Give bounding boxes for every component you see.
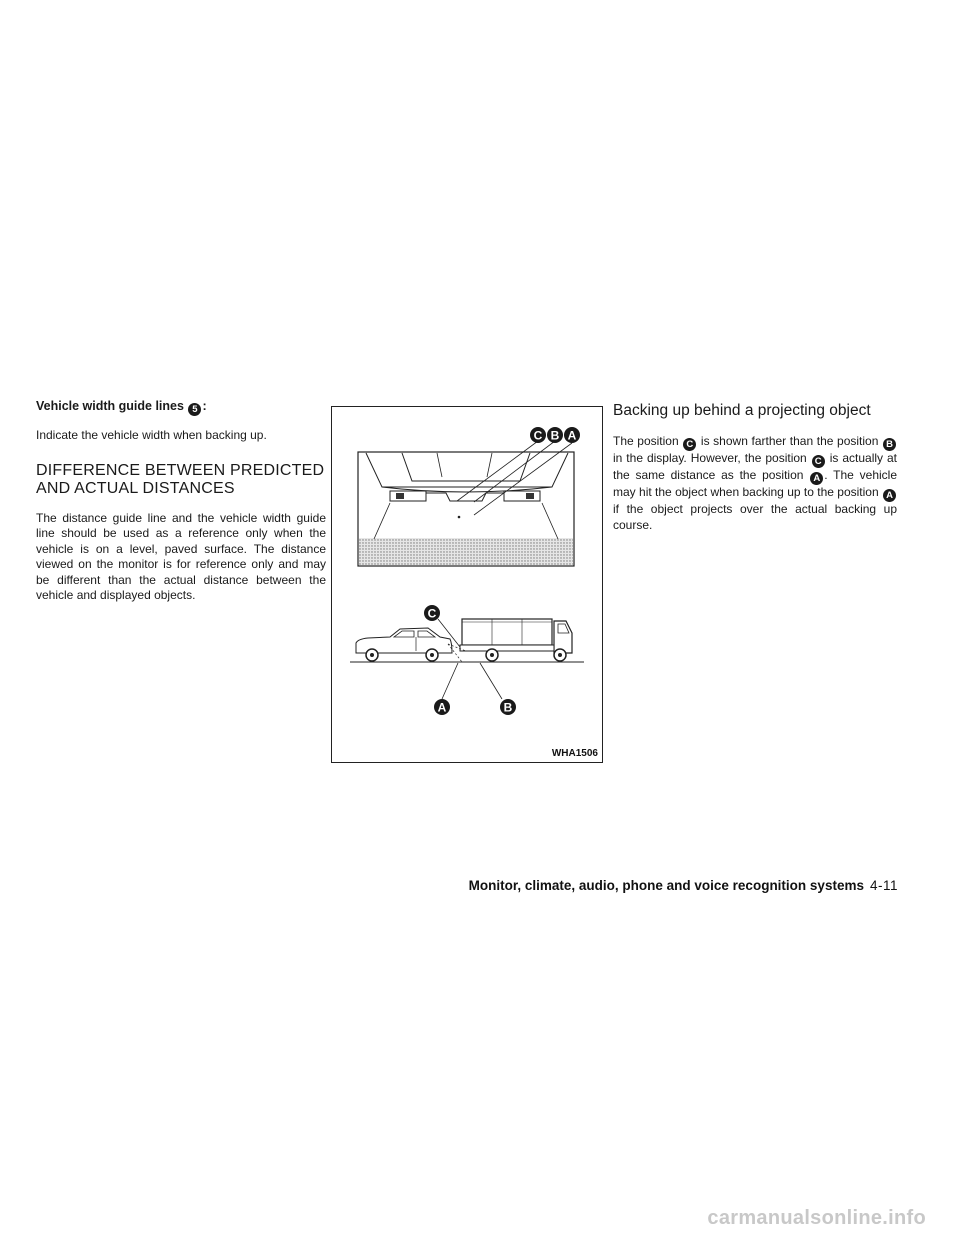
page-number: 4-11 bbox=[869, 878, 898, 893]
ground-texture bbox=[359, 538, 573, 565]
body-text-1: The position bbox=[613, 434, 679, 448]
side-callout-b-label: B bbox=[503, 700, 513, 715]
body-text-4: is actually at the same distance as the position bbox=[613, 451, 898, 482]
body-text-3: in the display. However, the position bbox=[613, 451, 807, 465]
guide-lines-label-text: Vehicle width guide lines bbox=[36, 399, 184, 413]
body-text-6: if the object projects over the actual backing up course. bbox=[613, 502, 897, 532]
watermark: carmanualsonline.info bbox=[707, 1207, 926, 1229]
figure-id: WHA1506 bbox=[551, 748, 598, 759]
top-callouts bbox=[530, 427, 580, 443]
section-heading: DIFFERENCE BETWEEN PREDICTED AND ACTUAL DISTANCES bbox=[36, 461, 325, 497]
inline-marker-a-2: A bbox=[883, 489, 896, 502]
body-text-5: . The vehicle may hit the object when backing up to the position bbox=[613, 468, 897, 499]
right-column bbox=[613, 402, 897, 533]
item-5-marker: 5 bbox=[188, 403, 201, 416]
projecting-object-body bbox=[613, 434, 897, 533]
callout-b-label: B bbox=[550, 428, 560, 443]
side-callout-c-label: C bbox=[427, 606, 437, 621]
footer-section-title: Monitor, climate, audio, phone and voice recognition systems bbox=[468, 878, 864, 893]
callout-c-label: C bbox=[533, 428, 543, 443]
sedan-car bbox=[356, 628, 452, 661]
guide-lines-colon: : bbox=[202, 399, 207, 413]
body-text-2: is shown farther than the position bbox=[700, 434, 879, 448]
inline-marker-b: B bbox=[883, 438, 896, 451]
figure-illustration bbox=[331, 406, 603, 763]
side-callout-a-label: A bbox=[437, 700, 447, 715]
truck bbox=[460, 619, 572, 661]
left-column bbox=[36, 398, 326, 604]
guide-lines-label bbox=[36, 398, 326, 416]
section-body: The distance guide line and the vehicle width guide line should be used as a reference only when the vehicle is on a level, paved surface. The distance viewed on the monitor is for reference only and may be different than the actual distance between the vehicle and displayed objects. bbox=[36, 510, 326, 602]
subheading: Backing up behind a projecting object bbox=[613, 402, 871, 419]
callout-a-label: A bbox=[567, 428, 577, 443]
page-footer bbox=[420, 878, 898, 894]
inline-marker-a: A bbox=[810, 472, 823, 485]
monitor-view bbox=[358, 441, 574, 566]
guide-lines-description: Indicate the vehicle width when backing up. bbox=[36, 428, 267, 442]
rear-camera-diagram bbox=[332, 407, 602, 762]
inline-marker-c-2: C bbox=[812, 455, 825, 468]
inline-marker-c: C bbox=[683, 438, 696, 451]
